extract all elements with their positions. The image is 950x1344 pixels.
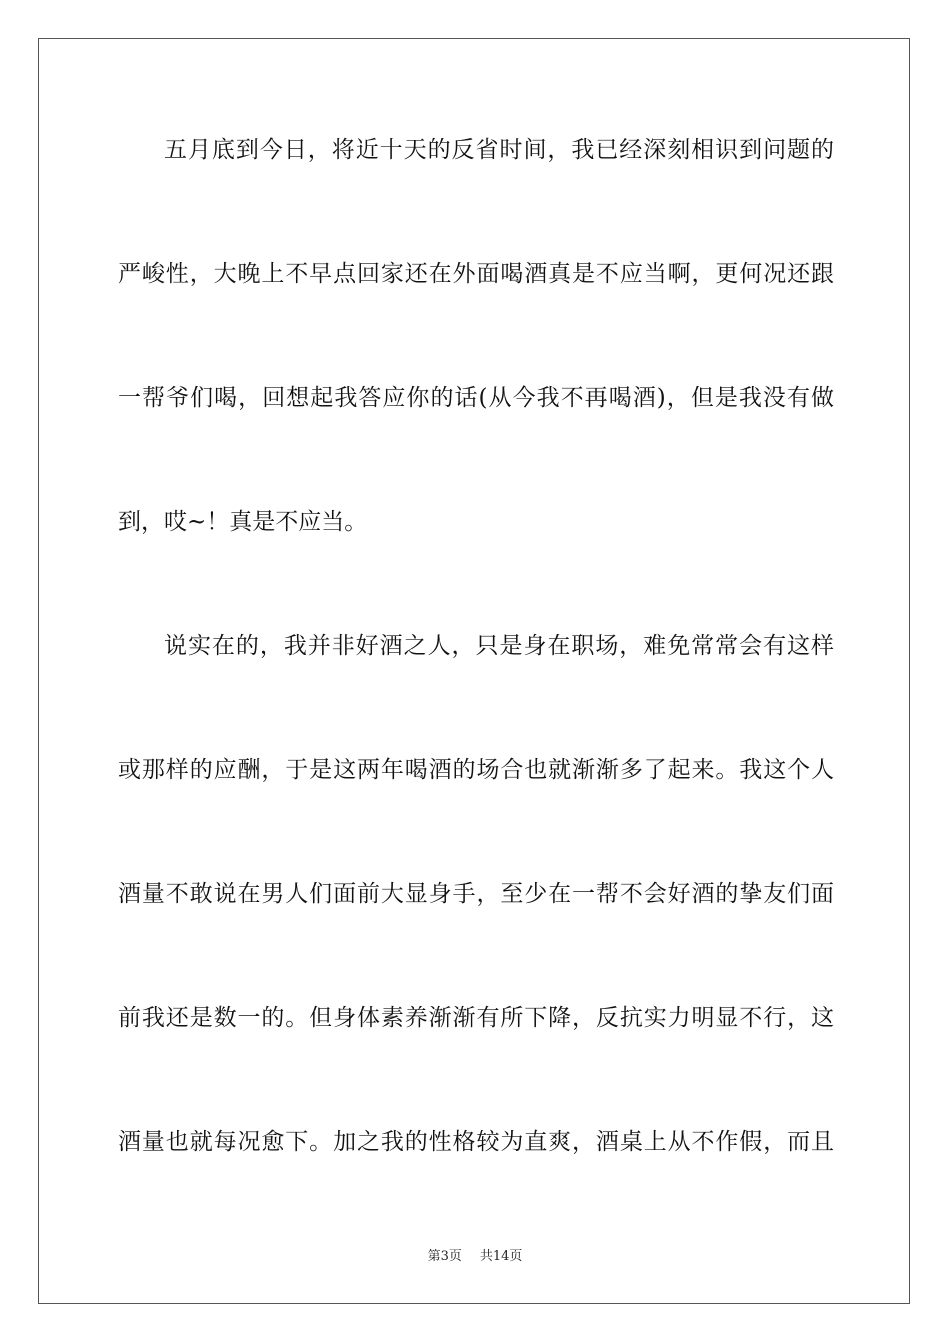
paragraph-1-line-1: 五月底到今日，将近十天的反省时间，我已经深刻相识到问题的 (164, 137, 834, 163)
paragraph-2-line-3: 酒量不敢说在男人们面前大显身手，至少在一帮不会好酒的挚友们面 (118, 881, 834, 907)
page-border (38, 38, 910, 1304)
paragraph-1-line-2: 严峻性，大晚上不早点回家还在外面喝酒真是不应当啊，更何况还跟 (118, 261, 834, 287)
paragraph-1-line-3: 一帮爷们喝，回想起我答应你的话(从今我不再喝酒)，但是我没有做 (118, 385, 834, 411)
page-number: 第3页 (427, 1249, 462, 1264)
paragraph-2-line-5: 酒量也就每况愈下。加之我的性格较为直爽，酒桌上从不作假，而且 (118, 1129, 834, 1155)
page-footer (0, 1248, 950, 1266)
paragraph-2-line-2: 或那样的应酬，于是这两年喝酒的场合也就渐渐多了起来。我这个人 (118, 757, 834, 783)
paragraph-2-line-4: 前我还是数一的。但身体素养渐渐有所下降，反抗实力明显不行，这 (118, 1005, 834, 1031)
paragraph-1-line-4: 到，哎~！真是不应当。 (118, 509, 368, 535)
page-total: 共14页 (479, 1249, 523, 1264)
paragraph-2-line-1: 说实在的，我并非好酒之人，只是身在职场，难免常常会有这样 (164, 633, 834, 659)
